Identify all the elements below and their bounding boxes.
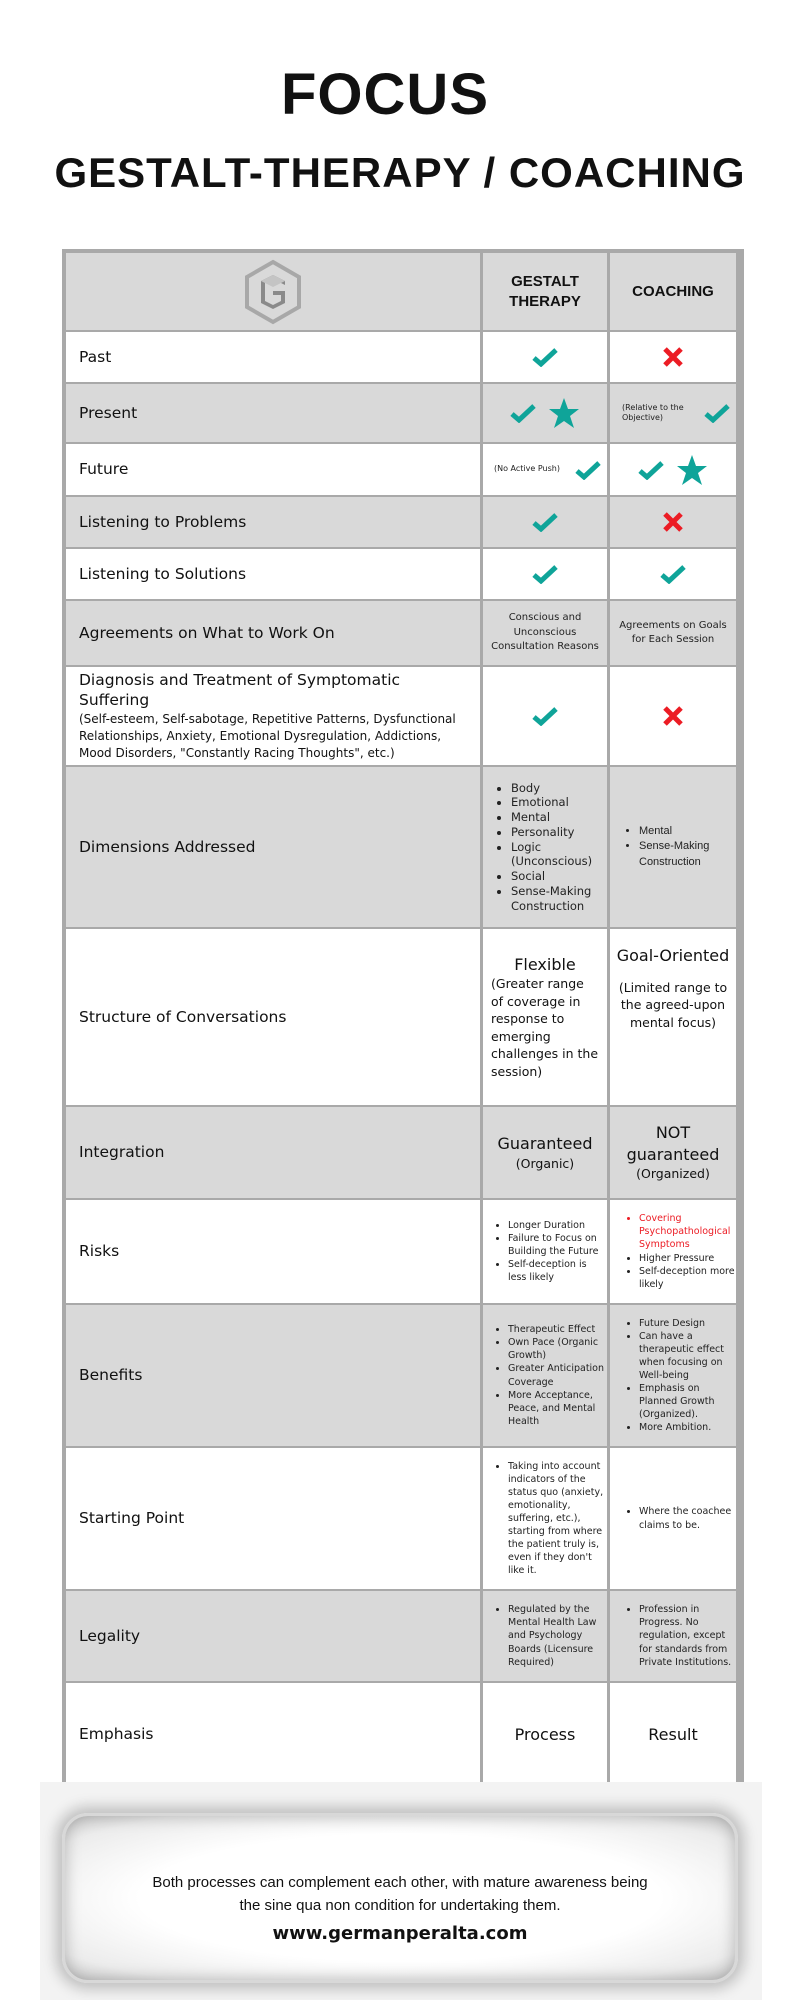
integration-coaching-main: NOT guaranteed <box>626 1123 720 1164</box>
emphasis-coaching-value: Result <box>648 1724 698 1744</box>
legality-gestalt-list <box>491 1603 607 1669</box>
table-row-benefits <box>66 1303 740 1446</box>
website-link[interactable]: www.germanperalta.com <box>272 1923 528 1944</box>
list-item: • Logic (Unconscious) <box>511 840 607 869</box>
future-gestalt-note: (No Active Push) <box>494 464 560 474</box>
row-label: Starting Point <box>79 1509 185 1528</box>
row-label: Future <box>79 460 129 479</box>
check-icon <box>704 403 730 423</box>
check-icon <box>660 564 686 584</box>
table-row-present <box>66 382 740 442</box>
check-icon <box>510 403 536 423</box>
list-item: • Body <box>511 781 607 796</box>
row-sublabel: (Self-esteem, Self-sabotage, Repetitive Patterns, Dysfunctional Relationships, Anxiety, Emotional Dysregulation, Addictions, Mood Disorders, "Constantly Racing Thoughts", etc.) <box>79 712 456 760</box>
column-header-gestalt-line1: GESTALT <box>511 273 579 290</box>
integration-gestalt-detail: (Organic) <box>515 1155 575 1171</box>
row-label: Structure of Conversations <box>79 1007 287 1026</box>
footer-line-2: the sine qua non condition for undertaking them. <box>239 1896 561 1914</box>
column-header-gestalt-line2: THERAPY <box>509 292 581 310</box>
table-row-listening-problems <box>66 495 740 547</box>
page-subtitle: GESTALT-THERAPY / COACHING <box>54 149 746 196</box>
row-label: Past <box>79 347 112 366</box>
comparison-table <box>62 249 744 1789</box>
structure-gestalt-main: Flexible <box>514 954 576 974</box>
table-row-structure <box>66 927 740 1105</box>
risks-gestalt-list <box>491 1219 607 1285</box>
benefits-coaching-list <box>622 1317 736 1435</box>
cross-icon <box>662 511 684 533</box>
row-label: Integration <box>79 1143 165 1162</box>
list-item: • Mental <box>639 824 736 839</box>
emphasis-gestalt-value: Process <box>514 1724 576 1744</box>
row-label: Present <box>79 403 138 422</box>
cross-icon <box>662 705 684 727</box>
check-icon <box>532 706 558 726</box>
cross-icon <box>662 346 684 368</box>
table-row-past <box>66 330 740 382</box>
row-label: Agreements on What to Work On <box>79 623 335 642</box>
list-item: • Profession in Progress. No regulation, except for standards from Private Institutions. <box>639 1603 736 1669</box>
list-item: • Mental <box>511 810 607 825</box>
list-item: • Higher Pressure <box>639 1252 736 1265</box>
row-label: Benefits <box>79 1366 143 1385</box>
list-item: • Emotional <box>511 795 607 810</box>
agreements-coaching-text: Agreements on Goals for Each Session <box>619 619 727 645</box>
integration-coaching-detail: (Organized) <box>636 1166 710 1182</box>
risks-coaching-list <box>622 1212 736 1291</box>
row-label: Risks <box>79 1242 120 1261</box>
star-icon <box>548 397 580 429</box>
list-item: • More Ambition. <box>639 1421 736 1434</box>
table-row-future <box>66 442 740 495</box>
list-item: • More Acceptance, Peace, and Mental Health <box>508 1389 607 1428</box>
gestalt-logo-icon <box>243 259 303 325</box>
list-item: • Where the coachee claims to be. <box>639 1505 736 1531</box>
list-item-highlight: • Covering Psychopathological Symptoms <box>639 1212 736 1251</box>
starting-point-gestalt-list <box>491 1460 607 1578</box>
list-item: • Can have a therapeutic effect when focusing on Well-being <box>639 1330 736 1382</box>
table-header-row <box>66 253 740 330</box>
check-icon <box>532 347 558 367</box>
list-item: • Self-deception more likely <box>639 1265 736 1291</box>
structure-coaching-detail: (Limited range to the agreed-upon mental focus) <box>618 979 728 1030</box>
present-coaching-note: (Relative to the Objective) <box>622 402 684 422</box>
structure-gestalt-detail: (Greater range of coverage in response to emerging challenges in the session) <box>491 976 599 1079</box>
list-item: • Longer Duration <box>508 1219 607 1232</box>
table-row-legality <box>66 1589 740 1681</box>
list-item: • Taking into account indicators of the status quo (anxiety, emotionality, suffering, etc.), starting from where the patient truly is, even if they don't like it. <box>508 1460 607 1578</box>
list-item: • Failure to Focus on Building the Future <box>508 1232 607 1258</box>
footer-callout <box>62 1813 738 1983</box>
table-row-integration <box>66 1105 740 1198</box>
page-title: FOCUS <box>281 62 489 127</box>
list-item: • Regulated by the Mental Health Law and Psychology Boards (Licensure Required) <box>508 1603 607 1669</box>
table-row-starting-point <box>66 1446 740 1589</box>
list-item: • Future Design <box>639 1317 736 1330</box>
dimensions-gestalt-list <box>494 781 607 913</box>
check-icon <box>532 512 558 532</box>
footer-line-1: Both processes can complement each other, with mature awareness being <box>152 1874 648 1891</box>
row-label: Legality <box>79 1626 141 1645</box>
list-item: • Sense-Making Construction <box>639 839 736 870</box>
star-icon <box>676 454 708 486</box>
list-item: • Greater Anticipation Coverage <box>508 1362 607 1388</box>
list-item: • Self-deception is less likely <box>508 1258 607 1284</box>
table-row-diagnosis <box>66 665 740 765</box>
footer-message <box>65 1872 735 1917</box>
dimensions-coaching-list <box>622 824 736 870</box>
table-row-listening-solutions <box>66 547 740 599</box>
table-row-risks <box>66 1198 740 1303</box>
structure-coaching-main: Goal-Oriented <box>616 946 730 965</box>
list-item: • Emphasis on Planned Growth (Organized). <box>639 1382 736 1421</box>
column-header-gestalt <box>509 272 581 311</box>
agreements-gestalt-text: Conscious and Unconscious Consultation Reasons <box>491 612 599 653</box>
legality-coaching-list <box>622 1603 736 1669</box>
list-item: • Sense-Making Construction <box>511 884 607 913</box>
starting-point-coaching-list <box>622 1505 736 1531</box>
benefits-gestalt-list <box>491 1323 607 1428</box>
table-row-dimensions <box>66 765 740 927</box>
list-item: • Own Pace (Organic Growth) <box>508 1336 607 1362</box>
check-icon <box>575 460 601 480</box>
check-icon <box>532 564 558 584</box>
row-label: Diagnosis and Treatment of Symptomatic Suffering <box>79 671 401 709</box>
row-label: Dimensions Addressed <box>79 837 256 856</box>
check-icon <box>638 460 664 480</box>
list-item: • Personality <box>511 825 607 840</box>
list-item: • Social <box>511 869 607 884</box>
table-row-emphasis <box>66 1681 740 1785</box>
row-label: Listening to Solutions <box>79 564 247 583</box>
integration-gestalt-main: Guaranteed <box>497 1133 593 1153</box>
table-row-agreements <box>66 599 740 665</box>
column-header-coaching: COACHING <box>632 282 714 300</box>
list-item: • Therapeutic Effect <box>508 1323 607 1336</box>
row-label: Emphasis <box>79 1724 154 1743</box>
row-label: Listening to Problems <box>79 512 247 531</box>
